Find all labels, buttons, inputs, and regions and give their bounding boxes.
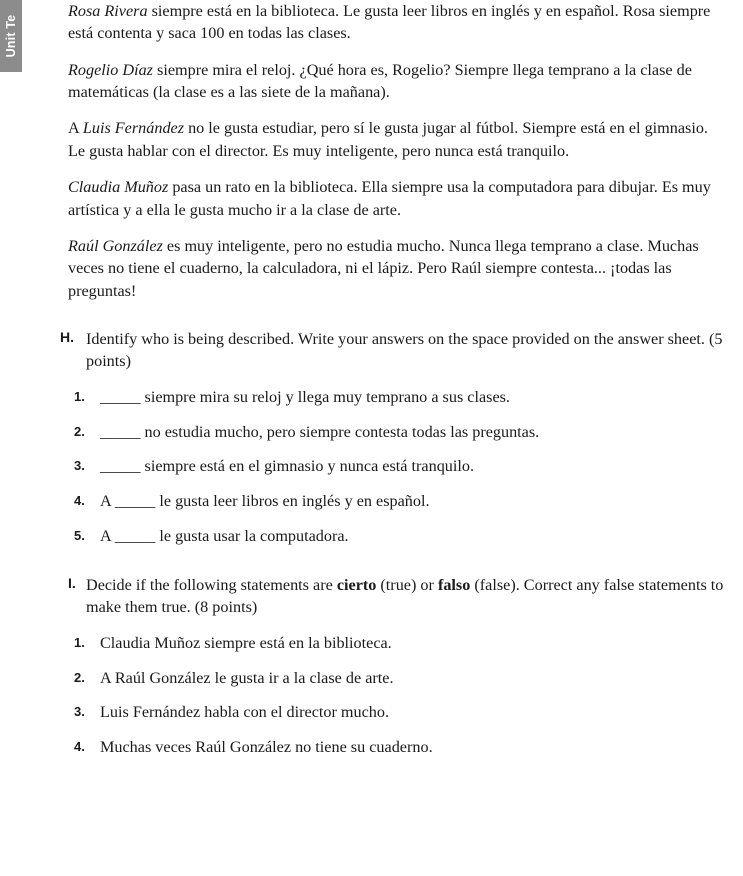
- section-i-instruction-mid: (true) or: [376, 575, 438, 594]
- list-item[interactable]: [60, 491, 730, 513]
- item-text: _____ siempre está en el gimnasio y nunca está tranquilo.: [100, 457, 475, 476]
- paragraph-text: siempre está en la biblioteca. Le gusta leer libros en inglés y en español. Rosa siempre está contenta y saca 100 en todas las clases.: [68, 2, 711, 43]
- reading-paragraph: [68, 176, 723, 221]
- reading-passage: [60, 0, 730, 302]
- paragraph-lead: A: [68, 119, 83, 138]
- section-h-item-list: [60, 387, 730, 548]
- list-item[interactable]: [60, 633, 730, 655]
- section-i-instruction-pre: Decide if the following statements are: [86, 575, 337, 594]
- paragraph-text: siempre mira el reloj. ¿Qué hora es, Rogelio? Siempre llega temprano a la clase de matemáticas (la clase es a las siete de la mañana).: [68, 60, 692, 102]
- item-text: A _____ le gusta leer libros en inglés y en español.: [100, 492, 430, 511]
- item-number: 3.: [74, 458, 85, 474]
- list-item[interactable]: [60, 737, 730, 759]
- term-cierto: cierto: [336, 575, 377, 594]
- section-h-instruction-text: Identify who is being described. Write your answers on the space provided on the answer sheet. (5 points): [86, 329, 723, 371]
- section-h-letter: H.: [60, 328, 74, 345]
- list-item[interactable]: [60, 387, 730, 409]
- item-text: _____ no estudia mucho, pero siempre contesta todas las preguntas.: [100, 422, 540, 441]
- section-i-item-list: [60, 633, 730, 759]
- list-item[interactable]: [60, 422, 730, 444]
- item-number: 2.: [74, 669, 85, 685]
- reading-paragraph: [68, 117, 723, 162]
- person-name: Raúl González: [68, 236, 163, 255]
- unit-test-side-tab: [0, 0, 22, 72]
- item-text: Claudia Muñoz siempre está en la biblioteca.: [100, 633, 392, 652]
- reading-paragraph: [68, 235, 723, 302]
- list-item[interactable]: [60, 456, 730, 478]
- item-number: 5.: [74, 528, 85, 544]
- reading-paragraph: [68, 59, 723, 104]
- term-falso: falso: [437, 575, 471, 594]
- item-text: A _____ le gusta usar la computadora.: [100, 527, 349, 546]
- item-text: Muchas veces Raúl González no tiene su cuaderno.: [100, 738, 433, 757]
- item-number: 3.: [74, 704, 85, 720]
- item-number: 2.: [74, 423, 85, 439]
- paragraph-text: no le gusta estudiar, pero sí le gusta jugar al fútbol. Siempre está en el gimnasio. Le gusta hablar con el director. Es muy inteligente, pero nunca está tranquilo.: [68, 119, 708, 160]
- section-h: [60, 328, 730, 548]
- item-number: 4.: [74, 739, 85, 755]
- paragraph-text: es muy inteligente, pero no estudia mucho. Nunca llega temprano a clase. Muchas veces no tiene el cuaderno, la calculadora, ni el lápiz. Pero Raúl siempre contesta... ¡todas las preguntas!: [68, 236, 699, 300]
- person-name: Claudia Muñoz: [68, 178, 169, 197]
- item-text: A Raúl González le gusta ir a la clase de arte.: [100, 668, 394, 687]
- worksheet-content: [60, 0, 730, 772]
- reading-paragraph: [68, 0, 723, 45]
- list-item[interactable]: [60, 526, 730, 548]
- item-text: _____ siempre mira su reloj y llega muy temprano a sus clases.: [100, 387, 510, 406]
- person-name: Luis Fernández: [82, 119, 185, 138]
- list-item[interactable]: [60, 668, 730, 690]
- item-number: 1.: [74, 388, 85, 404]
- section-h-instructions: [60, 328, 730, 373]
- section-i-instructions: [60, 574, 730, 619]
- item-number: 1.: [74, 634, 85, 650]
- item-text: Luis Fernández habla con el director mucho.: [100, 703, 390, 722]
- section-i-instruction-post: (false). Correct any false statements to make them true. (8 points): [86, 575, 724, 617]
- person-name: Rogelio Díaz: [68, 60, 153, 79]
- section-i-letter: I.: [68, 574, 76, 591]
- section-i: [60, 574, 730, 759]
- paragraph-text: pasa un rato en la biblioteca. Ella siempre usa la computadora para dibujar. Es muy artística y a ella le gusta mucho ir a la clase de arte.: [68, 178, 711, 219]
- list-item[interactable]: [60, 702, 730, 724]
- person-name: Rosa Rivera: [68, 2, 148, 20]
- item-number: 4.: [74, 493, 85, 509]
- side-tab-label: Unit Te: [4, 14, 18, 58]
